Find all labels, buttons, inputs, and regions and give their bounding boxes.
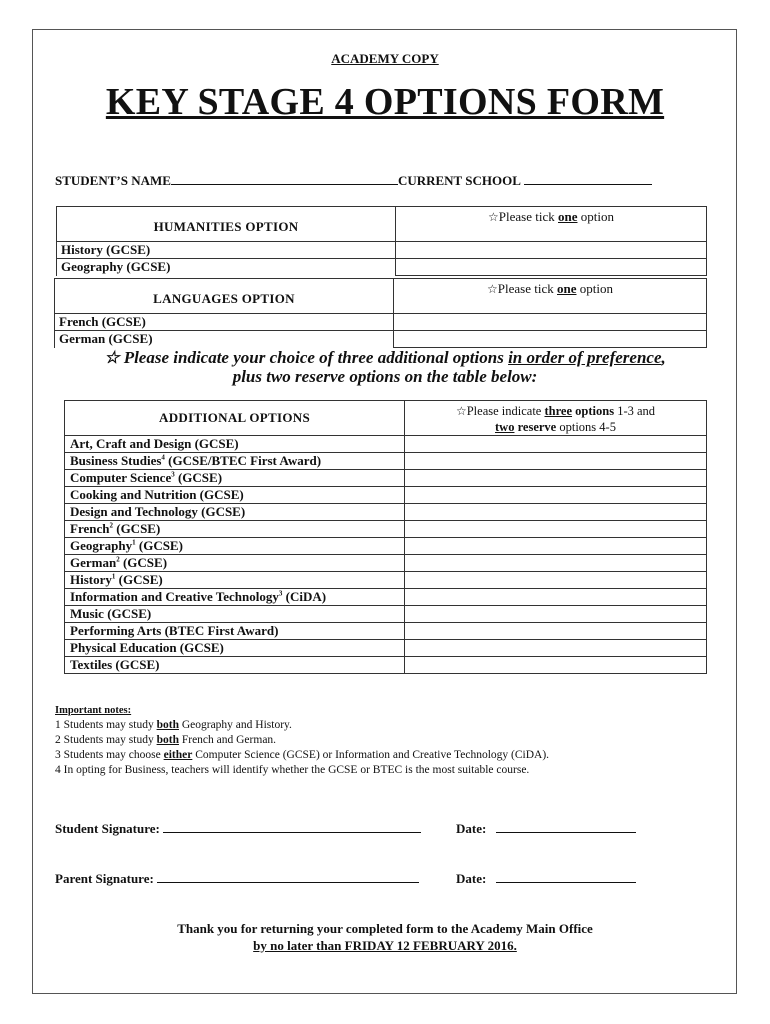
additional-option-label: Design and Technology (GCSE) bbox=[65, 504, 405, 521]
additional-option-label: Music (GCSE) bbox=[65, 606, 405, 623]
student-signature-field[interactable] bbox=[163, 822, 421, 833]
parent-signature-row bbox=[55, 871, 419, 887]
humanities-option-history: History (GCSE) bbox=[57, 242, 396, 259]
table-row bbox=[65, 504, 707, 521]
languages-option-german: German (GCSE) bbox=[55, 331, 394, 348]
table-row bbox=[65, 640, 707, 657]
additional-option-label: Physical Education (GCSE) bbox=[65, 640, 405, 657]
languages-option-french: French (GCSE) bbox=[55, 314, 394, 331]
current-school-field[interactable] bbox=[524, 174, 652, 185]
additional-preference-cell[interactable] bbox=[405, 470, 707, 487]
additional-option-label: Cooking and Nutrition (GCSE) bbox=[65, 487, 405, 504]
footer-deadline: by no later than FRIDAY 12 FEBRUARY 2016. bbox=[253, 938, 517, 953]
note-2: 2 Students may study both French and German. bbox=[55, 734, 277, 746]
student-info-row bbox=[55, 173, 652, 189]
note-3: 3 Students may choose either Computer Science (GCSE) or Information and Creative Technology (CiDA). bbox=[55, 749, 550, 761]
table-row bbox=[65, 487, 707, 504]
student-date-row bbox=[456, 821, 636, 837]
parent-signature-field[interactable] bbox=[157, 872, 419, 883]
additional-preference-cell[interactable] bbox=[405, 504, 707, 521]
additional-preference-cell[interactable] bbox=[405, 640, 707, 657]
humanities-tick-cell-history[interactable] bbox=[396, 242, 707, 259]
current-school-label: CURRENT SCHOOL bbox=[397, 173, 521, 188]
table-row bbox=[65, 606, 707, 623]
additional-preference-cell[interactable] bbox=[405, 572, 707, 589]
student-name-label: STUDENT’S NAME bbox=[55, 173, 171, 188]
student-date-label: Date: bbox=[456, 821, 487, 836]
additional-preference-cell[interactable] bbox=[405, 606, 707, 623]
additional-preference-cell[interactable] bbox=[405, 436, 707, 453]
additional-preference-cell[interactable] bbox=[405, 538, 707, 555]
parent-date-field[interactable] bbox=[496, 872, 636, 883]
note-4: 4 In opting for Business, teachers will identify whether the GCSE or BTEC is the most suitable course. bbox=[55, 764, 530, 776]
table-row bbox=[65, 555, 707, 572]
table-row bbox=[65, 623, 707, 640]
languages-tick-instruction: ☆Please tick one option bbox=[394, 279, 707, 314]
parent-date-label: Date: bbox=[456, 871, 487, 886]
footer-message bbox=[0, 920, 770, 954]
languages-table bbox=[54, 278, 707, 348]
additional-preference-cell[interactable] bbox=[405, 657, 707, 674]
footer-line-1: Thank you for returning your completed form to the Academy Main Office bbox=[177, 921, 593, 936]
additional-option-label: Performing Arts (BTEC First Award) bbox=[65, 623, 405, 640]
table-row bbox=[65, 538, 707, 555]
additional-option-label: French$^2$ (GCSE) bbox=[65, 521, 405, 538]
additional-option-label: German$^2$ (GCSE) bbox=[65, 555, 405, 572]
additional-options-instruction: ☆ Please indicate your choice of three additional options in order of preference, plus two reserve options on the table below: bbox=[104, 348, 666, 386]
humanities-option-geography: Geography (GCSE) bbox=[57, 259, 396, 276]
humanities-tick-instruction: ☆Please tick one option bbox=[396, 207, 707, 242]
table-row bbox=[65, 572, 707, 589]
table-row bbox=[65, 521, 707, 538]
star-outline-icon: ☆ bbox=[104, 348, 124, 367]
additional-options-table bbox=[64, 400, 707, 674]
additional-option-label: Textiles (GCSE) bbox=[65, 657, 405, 674]
note-1: 1 Students may study both Geography and History. bbox=[55, 719, 292, 731]
student-signature-label: Student Signature: bbox=[55, 821, 160, 836]
important-notes bbox=[55, 703, 549, 778]
additional-option-label: Computer Science$^3$ (GCSE) bbox=[65, 470, 405, 487]
additional-option-label: Business Studies$^4$ (GCSE/BTEC First Award) bbox=[65, 453, 405, 470]
table-row bbox=[65, 589, 707, 606]
additional-option-label: History$^1$ (GCSE) bbox=[65, 572, 405, 589]
table-row bbox=[65, 436, 707, 453]
table-row bbox=[65, 453, 707, 470]
additional-preference-cell[interactable] bbox=[405, 487, 707, 504]
languages-tick-cell-german[interactable] bbox=[394, 331, 707, 348]
additional-heading: ADDITIONAL OPTIONS bbox=[65, 401, 405, 436]
additional-preference-cell[interactable] bbox=[405, 521, 707, 538]
additional-option-label: Geography$^1$ (GCSE) bbox=[65, 538, 405, 555]
additional-preference-cell[interactable] bbox=[405, 623, 707, 640]
form-title: KEY STAGE 4 OPTIONS FORM bbox=[105, 81, 665, 123]
parent-signature-label: Parent Signature: bbox=[55, 871, 154, 886]
additional-preference-cell[interactable] bbox=[405, 555, 707, 572]
student-date-field[interactable] bbox=[496, 822, 636, 833]
student-signature-row bbox=[55, 821, 421, 837]
star-outline-icon: ☆ bbox=[488, 210, 499, 224]
star-outline-icon: ☆ bbox=[455, 404, 467, 418]
additional-option-label: Information and Creative Technology$^3$ (CiDA) bbox=[65, 589, 405, 606]
humanities-table bbox=[56, 206, 707, 276]
academy-copy-label: ACADEMY COPY bbox=[331, 51, 439, 66]
additional-option-label: Art, Craft and Design (GCSE) bbox=[65, 436, 405, 453]
table-row bbox=[65, 657, 707, 674]
additional-preference-cell[interactable] bbox=[405, 589, 707, 606]
star-outline-icon: ☆ bbox=[487, 282, 498, 296]
notes-title: Important notes: bbox=[55, 705, 132, 716]
parent-date-row bbox=[456, 871, 636, 887]
humanities-tick-cell-geography[interactable] bbox=[396, 259, 707, 276]
additional-tick-instruction: ☆Please indicate three options 1-3 and two reserve options 4-5 bbox=[405, 401, 707, 436]
table-row bbox=[65, 470, 707, 487]
languages-heading: LANGUAGES OPTION bbox=[55, 279, 394, 314]
student-name-field[interactable] bbox=[171, 174, 398, 185]
humanities-heading: HUMANITIES OPTION bbox=[57, 207, 396, 242]
additional-preference-cell[interactable] bbox=[405, 453, 707, 470]
languages-tick-cell-french[interactable] bbox=[394, 314, 707, 331]
